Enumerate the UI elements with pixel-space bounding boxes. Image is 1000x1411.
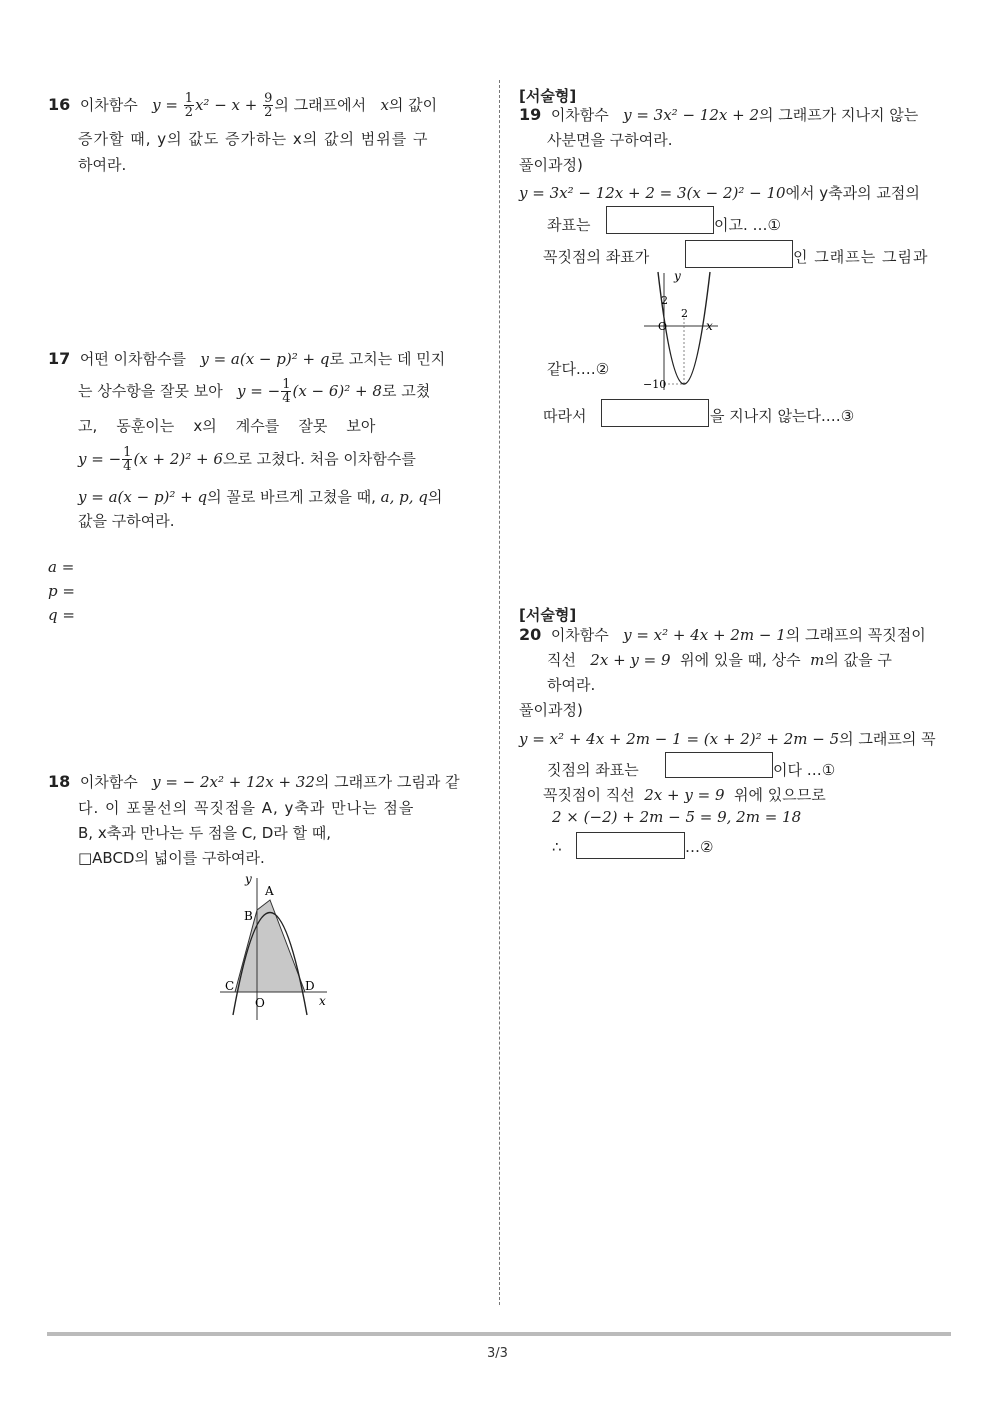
q18-figure xyxy=(215,870,335,1025)
q19-solution-label: 풀이과정) xyxy=(519,156,583,174)
q19-step1 xyxy=(519,182,920,203)
footer-rule xyxy=(47,1332,951,1336)
q17-line4-eq-a: y = − xyxy=(78,450,122,468)
q18-label-x: x xyxy=(319,994,326,1008)
q19-step1-b: 에서 y축과의 교점의 xyxy=(785,184,920,202)
q17-line2-b: 로 고쳤 xyxy=(381,382,431,400)
q18-label-O: O xyxy=(255,996,265,1010)
q17-line5-eq: y = a(x − p)² + q xyxy=(78,488,208,506)
q19-number: 19 xyxy=(519,105,542,124)
q17-line4-b: 으로 고쳤다. 처음 이차함수를 xyxy=(222,450,416,468)
q19-step2-b: 이고. …① xyxy=(714,216,781,234)
q20-tag: [서술형] xyxy=(519,606,577,624)
q20-line3: 하여라. xyxy=(547,676,596,694)
q17-line5-b: 의 xyxy=(427,488,443,506)
q19-label-two-x: 2 xyxy=(681,307,688,320)
q19-label-O: O xyxy=(658,320,668,333)
q16-frac-nine-half: $\frac{9}{2}$ xyxy=(264,91,273,120)
q17-line1-a: 어떤 이차함수를 xyxy=(79,350,187,368)
q17-line4-frac: $\frac{1}{4}$ xyxy=(123,445,132,474)
q18-label-D: D xyxy=(305,979,315,993)
q20-step3 xyxy=(543,784,826,805)
q20-line1 xyxy=(519,624,926,645)
q20-step4: 2 × (−2) + 2m − 5 = 9, 2m = 18 xyxy=(552,808,802,826)
q18-label-B: B xyxy=(244,909,253,923)
q17-answer-a: a = xyxy=(48,558,75,576)
q20-step3-eq: 2x + y = 9 xyxy=(644,786,725,804)
q20-line2 xyxy=(547,649,892,670)
q19-step4: 같다.…② xyxy=(547,360,610,378)
q16-line1 xyxy=(48,92,437,119)
q20-line1-eq: y = x² + 4x + 2m − 1 xyxy=(623,626,786,644)
q17-line2-eq-b: (x − 6)² + 8 xyxy=(292,382,382,400)
q19-tag: [서술형] xyxy=(519,87,577,105)
q17-number: 17 xyxy=(48,349,71,368)
q16-line2: 증가할 때, y의 값도 증가하는 x의 값의 범위를 구 xyxy=(78,130,429,148)
q20-line1-b: 의 그래프의 꼭짓점이 xyxy=(785,626,926,644)
q17-line2-frac: $\frac{1}{4}$ xyxy=(282,377,291,406)
q17-line5 xyxy=(78,486,442,507)
q16-line3: 하여라. xyxy=(78,156,127,174)
q16-after-eq: 의 그래프에서 xyxy=(274,96,367,114)
q17-line2-a: 는 상수항을 잘못 보아 xyxy=(78,382,223,400)
q19-line1 xyxy=(519,104,918,125)
q17-line6: 값을 구하여라. xyxy=(78,512,175,530)
q19-step1-eq: y = 3x² − 12x + 2 = 3(x − 2)² − 10 xyxy=(519,184,786,202)
q20-step2-a: 짓점의 좌표는 xyxy=(547,761,639,779)
q17-line1-eq: y = a(x − p)² + q xyxy=(200,350,330,368)
q17-line5-vars: a, p, q xyxy=(380,488,428,506)
q18-line1-eq: y = − 2x² + 12x + 32 xyxy=(152,773,315,791)
q17-line4 xyxy=(78,446,416,473)
column-divider xyxy=(499,80,500,1305)
q19-step2-a: 좌표는 xyxy=(547,216,591,234)
q20-step1 xyxy=(519,728,936,749)
q18-line4: □ABCD의 넓이를 구하여라. xyxy=(78,849,265,867)
q20-solution-label: 풀이과정) xyxy=(519,701,583,719)
q19-label-two-y: 2 xyxy=(661,294,668,307)
q20-step1-b: 의 그래프의 꼭 xyxy=(839,730,936,748)
q20-number: 20 xyxy=(519,625,542,644)
q16-y-eq: y = xyxy=(152,96,178,114)
q17-line3: 고, 동훈이는 x의 계수를 잘못 보아 xyxy=(78,417,376,435)
q20-line2-c: 의 값을 구 xyxy=(824,651,892,669)
q16-x-var: x xyxy=(380,96,389,114)
q18-line3: B, x축과 만나는 두 점을 C, D라 할 때, xyxy=(78,824,332,842)
q19-line1-a: 이차함수 xyxy=(550,106,609,124)
q18-line1 xyxy=(48,771,460,792)
q20-step1-eq: y = x² + 4x + 2m − 1 = (x + 2)² + 2m − 5 xyxy=(519,730,840,748)
q20-line2-b: 위에 있을 때, 상수 xyxy=(680,651,801,669)
q16-frac-half: $\frac{1}{2}$ xyxy=(184,91,193,120)
q19-label-x: x xyxy=(706,319,713,333)
q19-line1-b: 의 그래프가 지나지 않는 xyxy=(759,106,919,124)
q19-line1-eq: y = 3x² − 12x + 2 xyxy=(623,106,759,124)
q16-rest1: 의 값이 xyxy=(388,96,438,114)
q18-line1-b: 의 그래프가 그림과 같 xyxy=(314,773,460,791)
q18-line1-a: 이차함수 xyxy=(79,773,138,791)
q20-line2-eq: 2x + y = 9 xyxy=(590,651,671,669)
q17-answer-p: p = xyxy=(48,582,75,600)
q20-line1-a: 이차함수 xyxy=(550,626,609,644)
q17-line2 xyxy=(78,378,430,405)
q20-blank-vertex[interactable] xyxy=(665,752,773,778)
q16-lead: 이차함수 xyxy=(79,96,138,114)
q17-answer-q: q = xyxy=(48,606,75,624)
q17-line2-eq-a: y = − xyxy=(237,382,281,400)
q20-step3-a: 꼭짓점이 직선 xyxy=(543,786,635,804)
q19-label-y: y xyxy=(674,269,681,283)
q18-number: 18 xyxy=(48,772,71,791)
q18-label-y: y xyxy=(245,872,252,886)
page-number: 3/3 xyxy=(487,1346,508,1361)
q20-blank-answer[interactable] xyxy=(576,832,685,859)
q17-line5-a: 의 꼴로 바르게 고쳤을 때, xyxy=(207,488,376,506)
q19-step5-a: 따라서 xyxy=(543,407,587,425)
q18-label-C: C xyxy=(225,979,235,993)
q19-blank-quadrant[interactable] xyxy=(601,399,709,427)
q19-blank-y-intercept[interactable] xyxy=(606,206,714,234)
q20-step5-b: …② xyxy=(685,838,714,856)
q17-line4-eq-b: (x + 2)² + 6 xyxy=(133,450,223,468)
q19-step3-a: 꼭짓점의 좌표가 xyxy=(543,248,650,266)
q20-step2-b: 이다 …① xyxy=(773,761,836,779)
q16-expr-mid: x² − x + xyxy=(194,96,258,114)
q17-line1 xyxy=(48,348,445,369)
q20-line2-m: m xyxy=(810,651,825,669)
q19-step3-b: 인 그래프는 그림과 xyxy=(793,248,929,266)
q20-step3-b: 위에 있으므로 xyxy=(734,786,826,804)
q19-line2: 사분면을 구하여라. xyxy=(547,131,673,149)
q20-line2-a: 직선 xyxy=(547,651,576,669)
q19-step5-b: 을 지나지 않는다.…③ xyxy=(710,407,855,425)
q19-blank-vertex[interactable] xyxy=(685,240,793,268)
q20-step5-a: ∴ xyxy=(552,838,562,856)
q16-number: 16 xyxy=(48,95,71,114)
q19-figure xyxy=(640,268,720,393)
q19-label-neg10: −10 xyxy=(643,378,667,391)
q18-line2: 다. 이 포물선의 꼭짓점을 A, y축과 만나는 점을 xyxy=(78,799,415,817)
q18-label-A: A xyxy=(265,884,274,898)
q17-line1-b: 로 고치는 데 민지 xyxy=(329,350,446,368)
